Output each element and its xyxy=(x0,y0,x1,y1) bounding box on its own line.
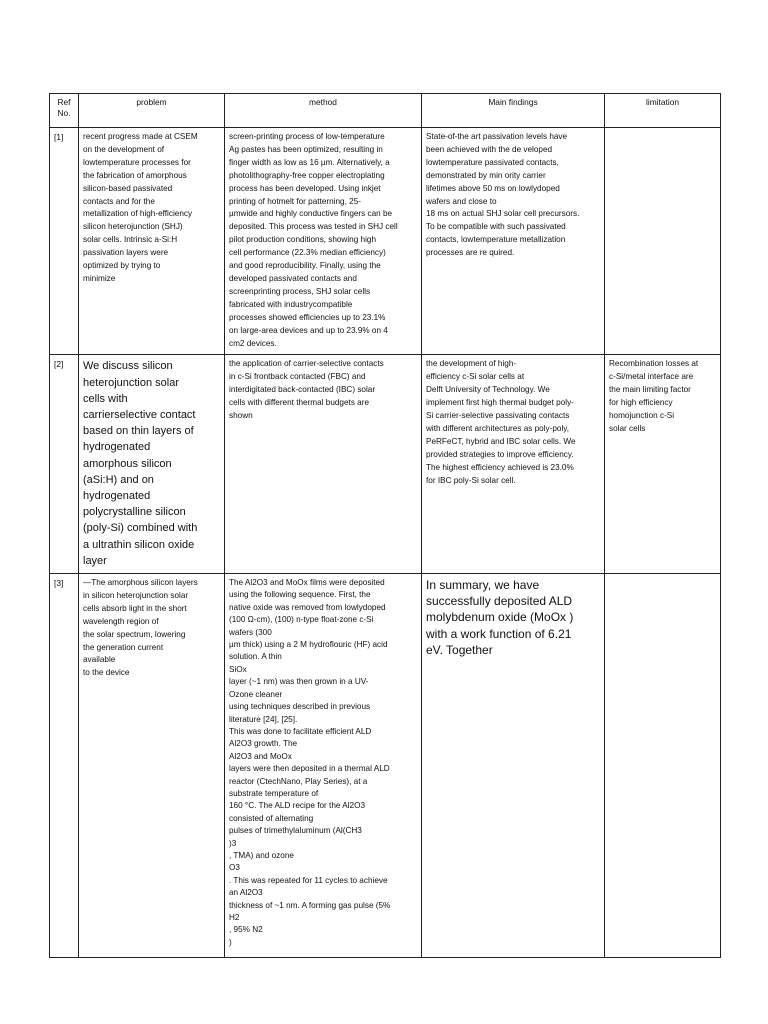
table-row-ref-1 xyxy=(50,128,721,355)
header-row xyxy=(50,94,721,128)
method-cell: screen-printing process of low-temperature Ag pastes has been optimized, resulting in finger width as low as 16 µm. Alternatively, a photolithography-free copper electroplating process has been developed. Using inkjet printing of hotmelt for patterning, 25- µmwide and highly conductive fingers can be deposited. This process was tested in SHJ cell pilot production conditions, showing high cell performance (22.3% median efficiency) and good reproducibility. Finally, using the developed passivated contacts and screenprinting process, SHJ solar cells fabricated with industrycompatible processes showed efficiencies up to 23.1% on large-area devices and up to 23.9% on 4 cm2 devices. xyxy=(225,128,422,355)
header-problem: problem xyxy=(79,94,225,128)
limitation-cell: Recombination losses at c-Si/metal interface are the main limiting factor for high efficiency homojunction c-Si solar cells xyxy=(605,355,721,574)
problem-cell: —The amorphous silicon layers in silicon heterojunction solar cells absorb light in the short wavelength region of the solar spectrum, lowering the generation current available to the device xyxy=(79,574,225,958)
findings-cell: the development of high- efficiency c-Si solar cells at Delft University of Technology. We implement first high thermal budget poly- Si carrier-selective passivating contacts with different architectures as poly-poly, PeRFeCT, hybrid and IBC solar cells. We provided strategies to improve efficiency. The highest efficiency achieved is 23.0% for IBC poly-Si solar cell. xyxy=(422,355,605,574)
header-ref-no: Ref No. xyxy=(50,94,79,128)
ref-cell: [2] xyxy=(50,355,79,574)
table-row-ref-3 xyxy=(50,574,721,958)
header-limitation: limitation xyxy=(605,94,721,128)
problem-cell: We discuss silicon heterojunction solar cells with carrierselective contact based on thin layers of hydrogenated amorphous silicon (aSi:H) and on hydrogenated polycrystalline silicon (poly-Si) combined with a ultrathin silicon oxide layer xyxy=(79,355,225,574)
limitation-cell xyxy=(605,128,721,355)
findings-cell: In summary, we have successfully deposited ALD molybdenum oxide (MoOx ) with a work function of 6.21 eV. Together xyxy=(422,574,605,958)
table-row-ref-2 xyxy=(50,355,721,574)
method-cell: The Al2O3 and MoOx films were deposited using the following sequence. First, the native oxide was removed from lowlydoped (100 Ω-cm), (100) n-type float-zone c-Si wafers (300 µm thick) using a 2 M hydroflouric (HF) acid solution. A thin SiOx layer (~1 nm) was then grown in a UV- Ozone cleaner using techniques described in previous literature [24], [25]. This was done to facilitate efficient ALD Al2O3 growth. The Al2O3 and MoOx layers were then deposited in a thermal ALD reactor (CtechNano, Play Series), at a substrate temperature of 160 °C. The ALD recipe for the Al2O3 consisted of alternating pulses of trimethylaluminum (Al(CH3 )3 , TMA) and ozone O3 . This was repeated for 11 cycles to achieve an Al2O3 thickness of ~1 nm. A forming gas pulse (5% H2 , 95% N2 ) xyxy=(225,574,422,958)
literature-review-table xyxy=(49,93,721,958)
ref-cell: [1] xyxy=(50,128,79,355)
limitation-cell xyxy=(605,574,721,958)
problem-cell: recent progress made at CSEM on the development of lowtemperature processes for the fabrication of amorphous silicon-based passivated contacts and for the metallization of high-efficiency silicon heterojunction (SHJ) solar cells. Intrinsic a-Si:H passivation layers were optimized by trying to minimize xyxy=(79,128,225,355)
method-cell: the application of carrier-selective contacts in c-Si frontback contacted (FBC) and interdigitated back-contacted (IBC) solar cells with different thermal budgets are shown xyxy=(225,355,422,574)
findings-cell: State-of-the art passivation levels have been achieved with the de veloped lowtemperature passivated contacts, demonstrated by min ority carrier lifetimes above 50 ms on lowlydoped wafers and close to 18 ms on actual SHJ solar cell precursors. To be compatible with such passivated contacts, lowtemperature metallization processes are re quired. xyxy=(422,128,605,355)
header-main-findings: Main findings xyxy=(422,94,605,128)
header-method: method xyxy=(225,94,422,128)
ref-cell: [3] xyxy=(50,574,79,958)
